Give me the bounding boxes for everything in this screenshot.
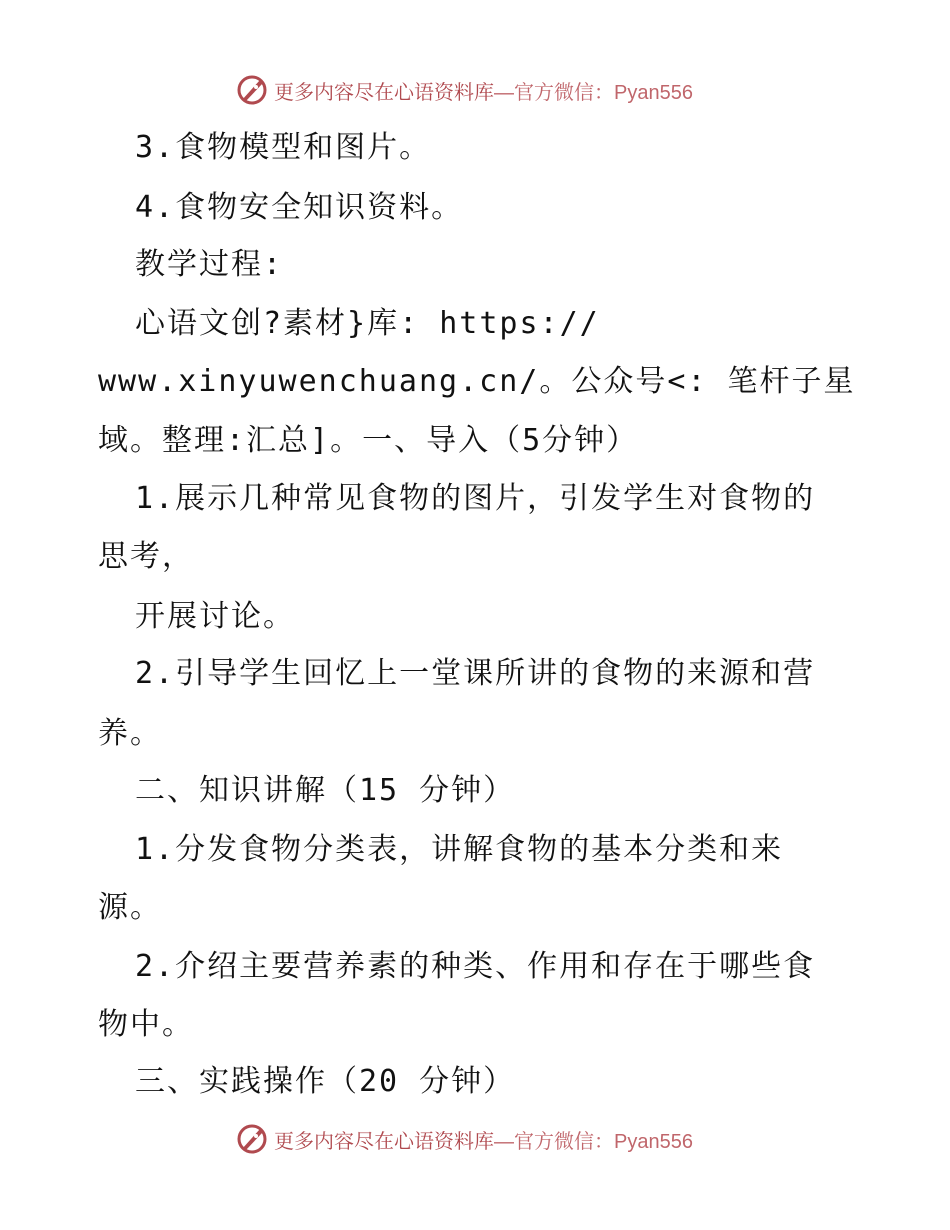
text-line: 2.引导学生回忆上一堂课所讲的食物的来源和营 [135, 656, 816, 691]
quill-logo-icon [236, 74, 268, 106]
text-line: 4.食物安全知识资料。 [135, 190, 464, 225]
text-line: 1.分发食物分类表，讲解食物的基本分类和来 [135, 832, 784, 867]
text-line: 开展讨论。 [135, 599, 295, 634]
text-line: 物中。 [98, 1007, 194, 1042]
text-line: 思考， [98, 539, 194, 574]
text-line: 心语文创?素材}库: https:// [135, 306, 600, 341]
section-heading: 二、知识讲解（15 分钟） [135, 773, 516, 808]
watermark-suffix: —官方微信：Pyan556 [494, 81, 693, 104]
text-line: 域。整理:汇总]。一、导入（5分钟） [98, 423, 639, 458]
watermark-suffix: —官方微信：Pyan556 [494, 1130, 693, 1153]
watermark-header [236, 73, 693, 107]
text-line: 教学过程: [135, 247, 284, 282]
text-line: www.xinyuwenchuang.cn/。公众号<: 笔杆子星 [98, 364, 856, 399]
text-line: 源。 [98, 890, 162, 925]
text-line: 养。 [98, 716, 162, 751]
text-line: 3.食物模型和图片。 [135, 130, 432, 165]
section-heading: 三、实践操作（20 分钟） [135, 1064, 516, 1099]
watermark-text: 更多内容尽在心语资料库 [274, 79, 494, 104]
quill-logo-icon [236, 1123, 268, 1155]
text-line: 2.介绍主要营养素的种类、作用和存在于哪些食 [135, 949, 816, 984]
watermark-footer [236, 1122, 693, 1156]
watermark-text: 更多内容尽在心语资料库 [274, 1128, 494, 1153]
text-line: 1.展示几种常见食物的图片，引发学生对食物的 [135, 481, 816, 516]
